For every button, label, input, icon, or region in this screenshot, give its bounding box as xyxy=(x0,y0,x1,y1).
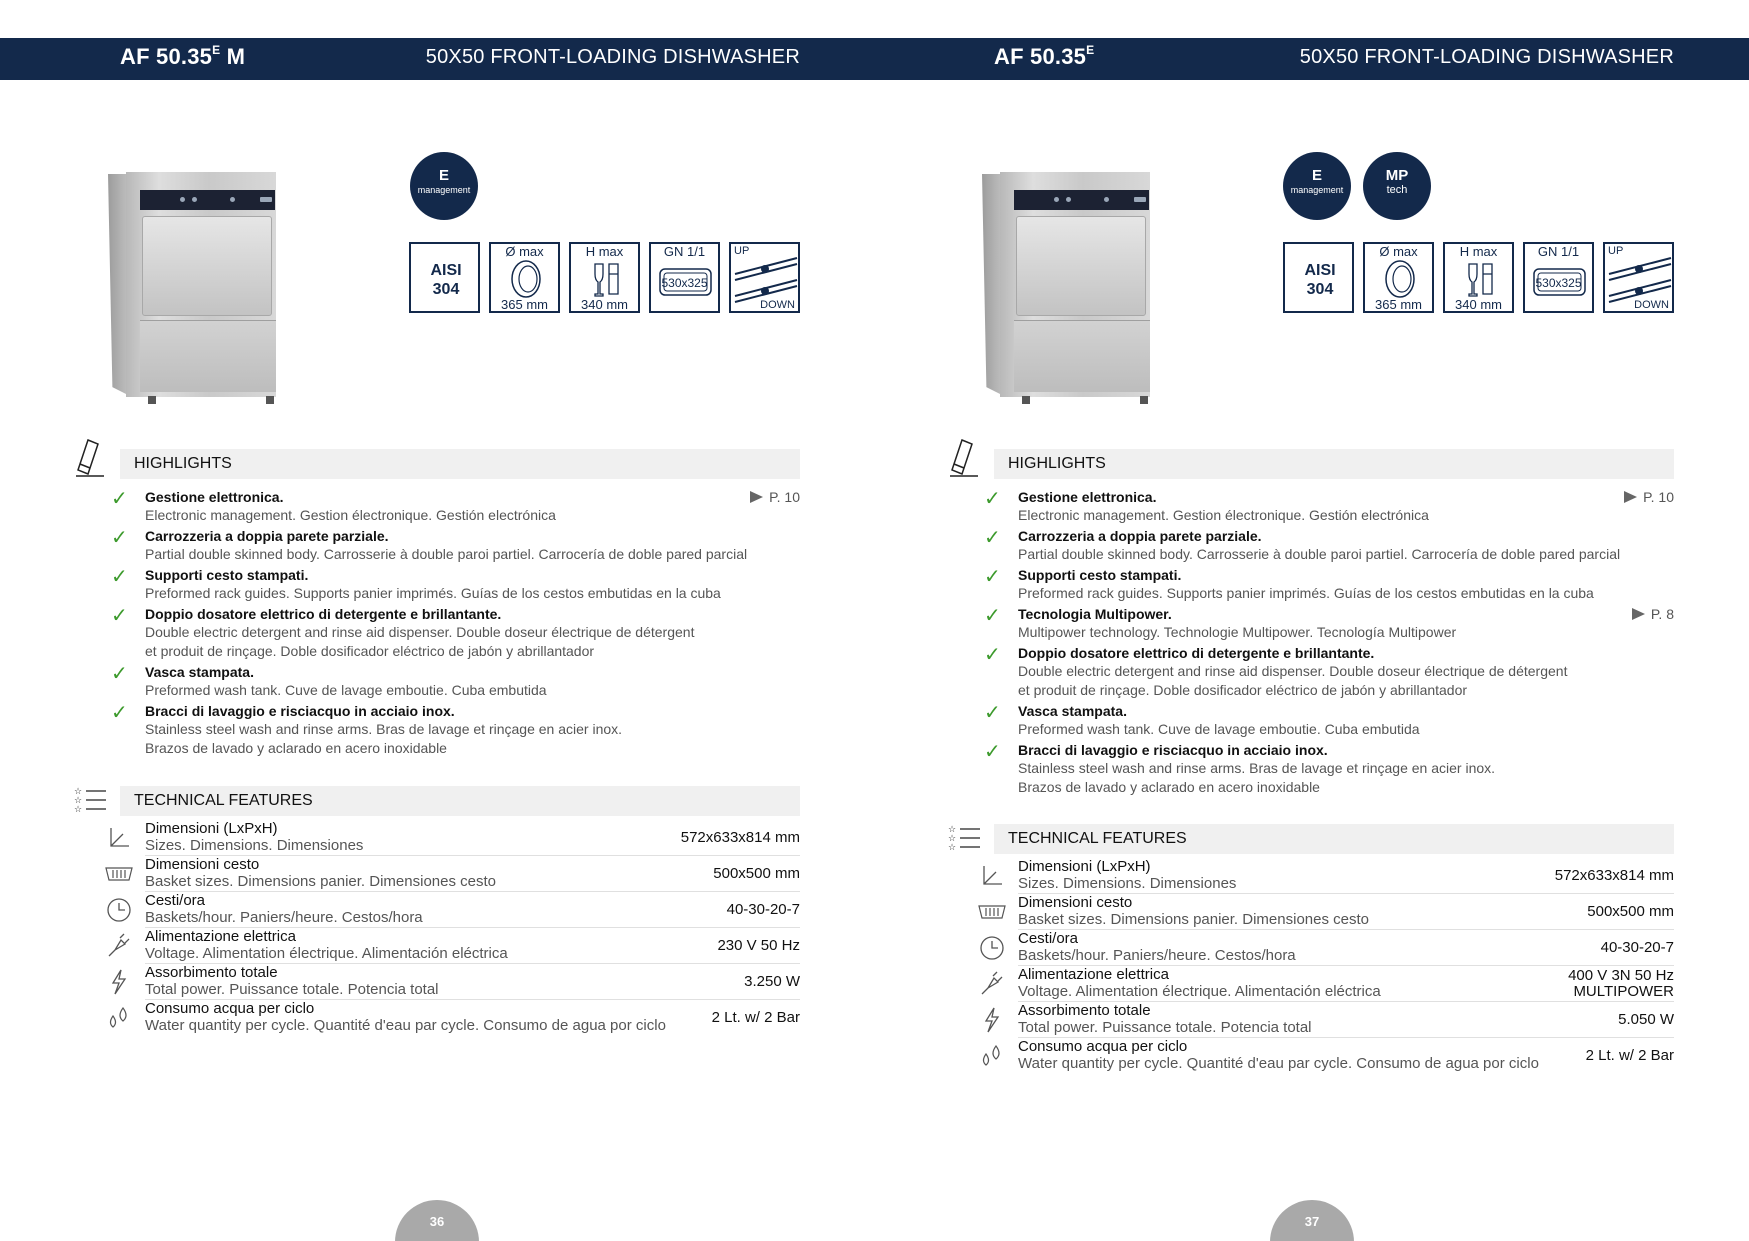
table-row: Assorbimento totale Total power. Puissance totale. Potencia total 5.050 W xyxy=(1018,1002,1674,1038)
arrow-right-icon xyxy=(750,491,763,503)
check-icon: ✓ xyxy=(984,527,1001,549)
highlighter-icon xyxy=(72,436,106,480)
page-ref: P. 8 xyxy=(1632,605,1674,623)
feature-list-icon xyxy=(74,786,108,814)
height-max-icon: H max 340 mm xyxy=(1443,242,1514,313)
svg-text:☆: ☆ xyxy=(74,804,83,814)
arrow-right-icon xyxy=(1632,608,1645,620)
highlighter-icon xyxy=(946,436,980,480)
page-left xyxy=(0,0,874,1241)
svg-text:☆: ☆ xyxy=(74,795,83,805)
list-item: ✓ Carrozzeria a doppia parete parziale. Partial double skinned body. Carrosserie à double paroi partiel. Carrocería de doble pared parcial xyxy=(984,527,1621,562)
list-item: ✓ Supporti cesto stampati. Preformed rack guides. Supports panier imprimés. Guías de los cestos embutidas en la cuba xyxy=(111,566,721,601)
dish-diameter-icon: Ø max 365 mm xyxy=(1363,242,1434,313)
clock-icon xyxy=(105,896,133,924)
lightning-icon xyxy=(105,968,133,996)
table-row: Dimensioni cesto Basket sizes. Dimensions panier. Dimensiones cesto 500x500 mm xyxy=(1018,894,1674,930)
gn-tray-icon: GN 1/1 530x325 xyxy=(649,242,720,313)
check-icon: ✓ xyxy=(984,702,1001,724)
table-row: Alimentazione elettrica Voltage. Alimentation électrique. Alimentación eléctrica 400 V 3N 50 Hz MULTIPOWER xyxy=(1018,966,1674,1002)
svg-text:☆: ☆ xyxy=(74,786,83,796)
e-management-badge: E management xyxy=(1283,152,1351,220)
dish-diameter-icon: Ø max 365 mm xyxy=(489,242,560,313)
table-row: Assorbimento totale Total power. Puissance totale. Potencia total 3.250 W xyxy=(145,964,800,1000)
check-icon: ✓ xyxy=(111,663,128,685)
technical-features-header: TECHNICAL FEATURES xyxy=(994,824,1674,854)
model-subtitle: 50X50 FRONT-LOADING DISHWASHER xyxy=(425,46,800,68)
check-icon: ✓ xyxy=(111,527,128,549)
page-ref: P. 10 xyxy=(750,488,800,506)
list-item: ✓ Carrozzeria a doppia parete parziale. Partial double skinned body. Carrosserie à double paroi partiel. Carrocería de doble pared parcial xyxy=(111,527,748,562)
gn-tray-icon: GN 1/1 530x325 xyxy=(1523,242,1594,313)
check-icon: ✓ xyxy=(984,741,1001,763)
basket-icon xyxy=(105,860,133,888)
mp-tech-badge: MP tech xyxy=(1363,152,1431,220)
water-drops-icon xyxy=(105,1004,133,1032)
basket-icon xyxy=(978,898,1006,926)
table-row: Alimentazione elettrica Voltage. Alimentation électrique. Alimentación eléctrica 230 V 50 Hz xyxy=(145,928,800,964)
list-item: ✓ Bracci di lavaggio e risciacquo in acciaio inox. Stainless steel wash and rinse arms. Bras de lavage et rinçage en acier inox. Brazos de lavado y aclarado en acero inoxidable xyxy=(111,702,623,756)
page-number: 36 xyxy=(395,1200,479,1241)
feature-list-icon xyxy=(948,824,982,852)
highlights-list xyxy=(984,488,1674,799)
page-right xyxy=(874,0,1748,1241)
table-row: Dimensioni (LxPxH) Sizes. Dimensions. Dimensiones 572x633x814 mm xyxy=(145,820,800,856)
list-item: ✓ Supporti cesto stampati. Preformed rack guides. Supports panier imprimés. Guías de los cestos embutidas en la cuba xyxy=(984,566,1594,601)
table-row: Cesti/ora Baskets/hour. Paniers/heure. Cestos/hora 40-30-20-7 xyxy=(1018,930,1674,966)
list-item: ✓ Vasca stampata. Preformed wash tank. Cuve de lavage emboutie. Cuba embutida xyxy=(111,663,547,698)
product-image xyxy=(108,160,288,410)
plug-icon xyxy=(105,932,133,960)
clock-icon xyxy=(978,934,1006,962)
check-icon: ✓ xyxy=(111,488,128,510)
check-icon: ✓ xyxy=(984,566,1001,588)
check-icon: ✓ xyxy=(984,644,1001,666)
page-ref: P. 10 xyxy=(1624,488,1674,506)
aisi-304-icon: AISI 304 xyxy=(1283,242,1354,313)
table-row: Consumo acqua per ciclo Water quantity per cycle. Quantité d'eau par cycle. Consumo de agua por ciclo 2 Lt. w/ 2 Bar xyxy=(1018,1038,1674,1074)
page-number: 37 xyxy=(1270,1200,1354,1241)
svg-text:☆: ☆ xyxy=(948,842,957,852)
plug-icon xyxy=(978,970,1006,998)
list-item: ✓ Tecnologia Multipower. Multipower technology. Technologie Multipower. Tecnología Multipower P. 8 xyxy=(984,605,1674,640)
highlights-list xyxy=(111,488,800,760)
list-item: ✓ Vasca stampata. Preformed wash tank. Cuve de lavage emboutie. Cuba embutida xyxy=(984,702,1420,737)
check-icon: ✓ xyxy=(984,605,1001,627)
list-item: ✓ Gestione elettronica. Electronic management. Gestion électronique. Gestión electrónica P. 10 xyxy=(984,488,1674,523)
table-row: Cesti/ora Baskets/hour. Paniers/heure. Cestos/hora 40-30-20-7 xyxy=(145,892,800,928)
aisi-304-icon: AISI 304 xyxy=(409,242,480,313)
check-icon: ✓ xyxy=(111,605,128,627)
table-row: Dimensioni cesto Basket sizes. Dimensions panier. Dimensiones cesto 500x500 mm xyxy=(145,856,800,892)
highlights-header: HIGHLIGHTS xyxy=(120,449,800,479)
table-row: Dimensioni (LxPxH) Sizes. Dimensions. Dimensiones 572x633x814 mm xyxy=(1018,858,1674,894)
svg-text:☆: ☆ xyxy=(948,824,957,834)
height-max-icon: H max 340 mm xyxy=(569,242,640,313)
list-item: ✓ Bracci di lavaggio e risciacquo in acciaio inox. Stainless steel wash and rinse arms. Bras de lavage et rinçage en acier inox. Brazos de lavado y aclarado en acero inoxidable xyxy=(984,741,1496,795)
model-title: AF $50.35^E$ xyxy=(994,42,1095,69)
list-item: ✓ Doppio dosatore elettrico di detergente e brillantante. Double electric detergent and rinse aid dispenser. Double doseur électrique de détergent et produit de rinçage. Doble dosificador eléctrico de jabón y abrillantador xyxy=(111,605,695,659)
arrow-right-icon xyxy=(1624,491,1637,503)
dimensions-icon xyxy=(978,862,1006,890)
water-drops-icon xyxy=(978,1042,1006,1070)
technical-table xyxy=(1018,858,1674,1074)
check-icon: ✓ xyxy=(111,566,128,588)
e-management-badge: E management xyxy=(410,152,478,220)
check-icon: ✓ xyxy=(984,488,1001,510)
model-title: AF $50.35^E$ M xyxy=(120,42,246,69)
svg-text:☆: ☆ xyxy=(948,833,957,843)
model-subtitle: 50X50 FRONT-LOADING DISHWASHER xyxy=(1299,46,1674,68)
check-icon: ✓ xyxy=(111,702,128,724)
up-down-arms-icon: UP DOWN xyxy=(729,242,800,313)
table-row: Consumo acqua per ciclo Water quantity per cycle. Quantité d'eau par cycle. Consumo de agua por ciclo 2 Lt. w/ 2 Bar xyxy=(145,1000,800,1036)
list-item: ✓ Doppio dosatore elettrico di detergente e brillantante. Double electric detergent and rinse aid dispenser. Double doseur électrique de détergent et produit de rinçage. Doble dosificador eléctrico de jabón y abrillantador xyxy=(984,644,1568,698)
technical-table xyxy=(145,820,800,1036)
product-image xyxy=(982,160,1162,410)
highlights-header: HIGHLIGHTS xyxy=(994,449,1674,479)
technical-features-header: TECHNICAL FEATURES xyxy=(120,786,800,816)
dimensions-icon xyxy=(105,824,133,852)
lightning-icon xyxy=(978,1006,1006,1034)
up-down-arms-icon: UP DOWN xyxy=(1603,242,1674,313)
list-item: ✓ Gestione elettronica. Electronic management. Gestion électronique. Gestión electrónica P. 10 xyxy=(111,488,800,523)
